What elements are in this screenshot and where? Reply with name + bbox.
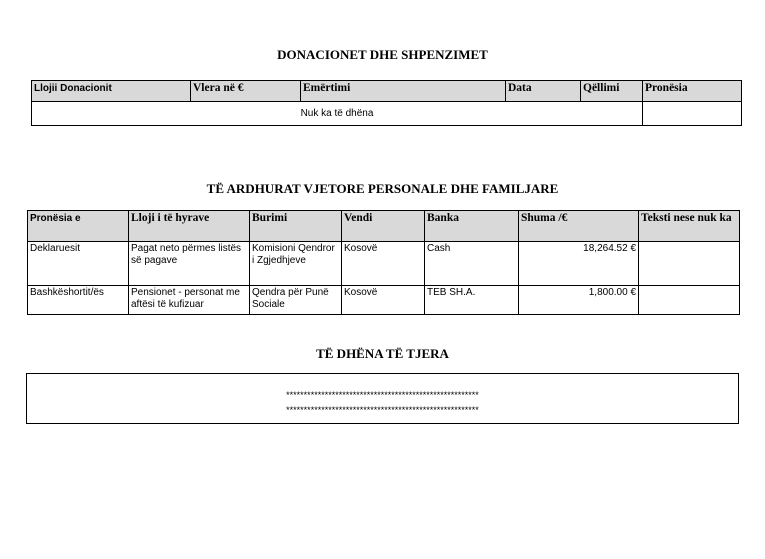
col-source: Burimi bbox=[250, 211, 342, 242]
table-row bbox=[28, 286, 740, 315]
income-title: TË ARDHURAT VJETORE PERSONALE DHE FAMILJARE bbox=[206, 181, 559, 196]
row-place: Kosovë bbox=[342, 242, 425, 286]
row-source: Komisioni Qendror i Zgjedhjeve bbox=[250, 242, 342, 286]
col-note: Teksti nese nuk ka bbox=[639, 211, 740, 242]
empty-message: Nuk ka të dhëna bbox=[32, 102, 643, 126]
donations-header-row bbox=[32, 81, 742, 102]
row-amount: 18,264.52 € bbox=[519, 242, 639, 286]
col-name: Emërtimi bbox=[301, 81, 506, 102]
empty-cell bbox=[643, 102, 742, 126]
col-date: Data bbox=[506, 81, 581, 102]
col-place: Vendi bbox=[342, 211, 425, 242]
row-place: Kosovë bbox=[342, 286, 425, 315]
row-amount: 1,800.00 € bbox=[519, 286, 639, 315]
table-row bbox=[28, 242, 740, 286]
col-amount: Shuma /€ bbox=[519, 211, 639, 242]
row-source: Qendra për Punë Sociale bbox=[250, 286, 342, 315]
col-bank: Banka bbox=[425, 211, 519, 242]
row-bank: Cash bbox=[425, 242, 519, 286]
col-owner: Pronësia e bbox=[28, 211, 129, 242]
donations-table bbox=[31, 80, 742, 126]
other-data-box bbox=[26, 373, 739, 424]
row-type: Pensionet - personat me aftësi të kufizuar bbox=[129, 286, 250, 315]
asterisk-line-1: ******************************************************* bbox=[286, 390, 479, 400]
other-title: TË DHËNA TË TJERA bbox=[316, 346, 449, 361]
income-header-row bbox=[28, 211, 740, 242]
col-ownership: Pronësia bbox=[643, 81, 742, 102]
asterisk-line-2: ******************************************************* bbox=[286, 405, 479, 415]
col-value: Vlera në € bbox=[191, 81, 301, 102]
col-income-type: Lloji i të hyrave bbox=[129, 211, 250, 242]
col-donation-type: Llojii Donacionit bbox=[32, 81, 191, 102]
row-note bbox=[639, 286, 740, 315]
col-purpose: Qëllimi bbox=[581, 81, 643, 102]
donations-title: DONACIONET DHE SHPENZIMET bbox=[277, 47, 488, 62]
row-note bbox=[639, 242, 740, 286]
income-table bbox=[27, 210, 740, 315]
row-bank: TEB SH.A. bbox=[425, 286, 519, 315]
row-type: Pagat neto përmes listës së pagave bbox=[129, 242, 250, 286]
row-owner: Bashkëshortit/ës bbox=[28, 286, 129, 315]
donations-empty-row bbox=[32, 102, 742, 126]
row-owner: Deklaruesit bbox=[28, 242, 129, 286]
